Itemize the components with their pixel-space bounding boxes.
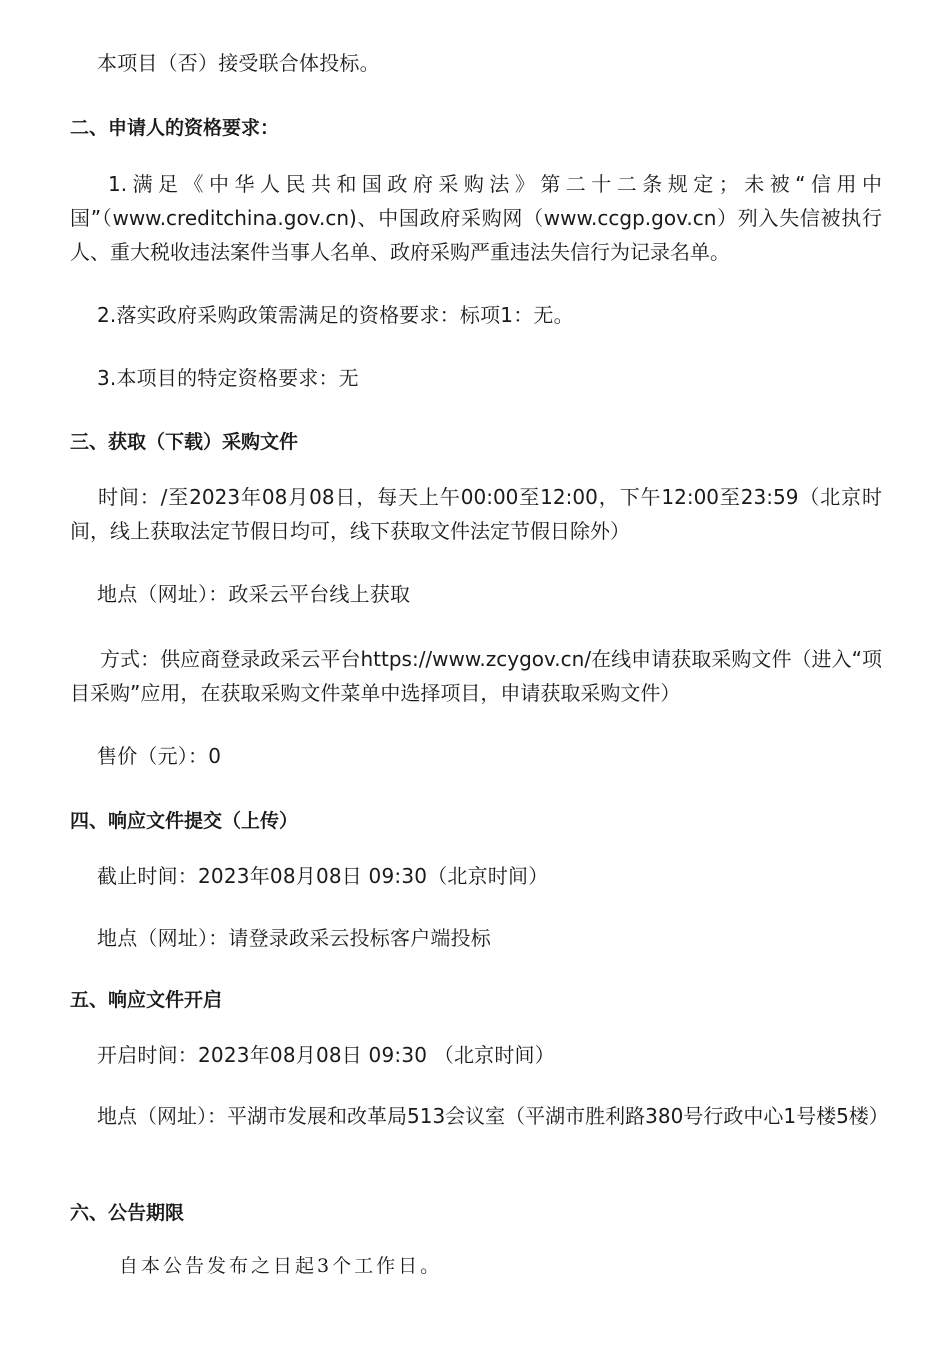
qualification-item-3: 3.本项目的特定资格要求：无 — [97, 366, 359, 390]
section-4-heading: 四、响应文件提交（上传） — [70, 810, 299, 832]
section-5-heading: 五、响应文件开启 — [70, 989, 223, 1011]
document-price: 售价（元）：0 — [97, 744, 222, 768]
qualification-item-1: 1.满足《中华人民共和国政府采购法》第二十二条规定；未被“信用中国”（www.creditchina.gov.cn)、中国政府采购网（www.ccgp.gov.cn）列入失信被执行人、重大税收违法案件当事人名单、政府采购严重违法失信行为记录名单。 — [70, 172, 882, 264]
submission-deadline: 截止时间：2023年08月08日 09:30（北京时间） — [97, 864, 549, 888]
notice-period-text: 自本公告发布之日起3个工作日。 — [119, 1255, 443, 1277]
qualification-item-2: 2.落实政府采购政策需满足的资格要求：标项1：无。 — [97, 303, 574, 327]
section-3-heading: 三、获取（下载）采购文件 — [70, 431, 299, 453]
obtain-method: 方式：供应商登录政采云平台https://www.zcygov.cn/在线申请获取采购文件（进入“项目采购”应用，在获取采购文件菜单中选择项目，申请获取采购文件） — [70, 647, 882, 705]
submission-place: 地点（网址）：请登录政采云投标客户端投标 — [97, 926, 491, 950]
obtain-place: 地点（网址）：政采云平台线上获取 — [97, 582, 411, 606]
obtain-time: 时间：/至2023年08月08日，每天上午00:00至12:00，下午12:00至23:59（北京时间，线上获取法定节假日均可，线下获取文件法定节假日除外） — [70, 485, 882, 543]
opening-place: 地点（网址）：平湖市发展和改革局513会议室（平湖市胜利路380号行政中心1号楼5楼） — [97, 1104, 889, 1128]
opening-time: 开启时间：2023年08月08日 09:30 （北京时间） — [97, 1043, 555, 1067]
consortium-statement: 本项目（否）接受联合体投标。 — [97, 51, 380, 75]
section-6-heading: 六、公告期限 — [70, 1202, 185, 1224]
section-2-heading: 二、申请人的资格要求： — [70, 117, 280, 139]
